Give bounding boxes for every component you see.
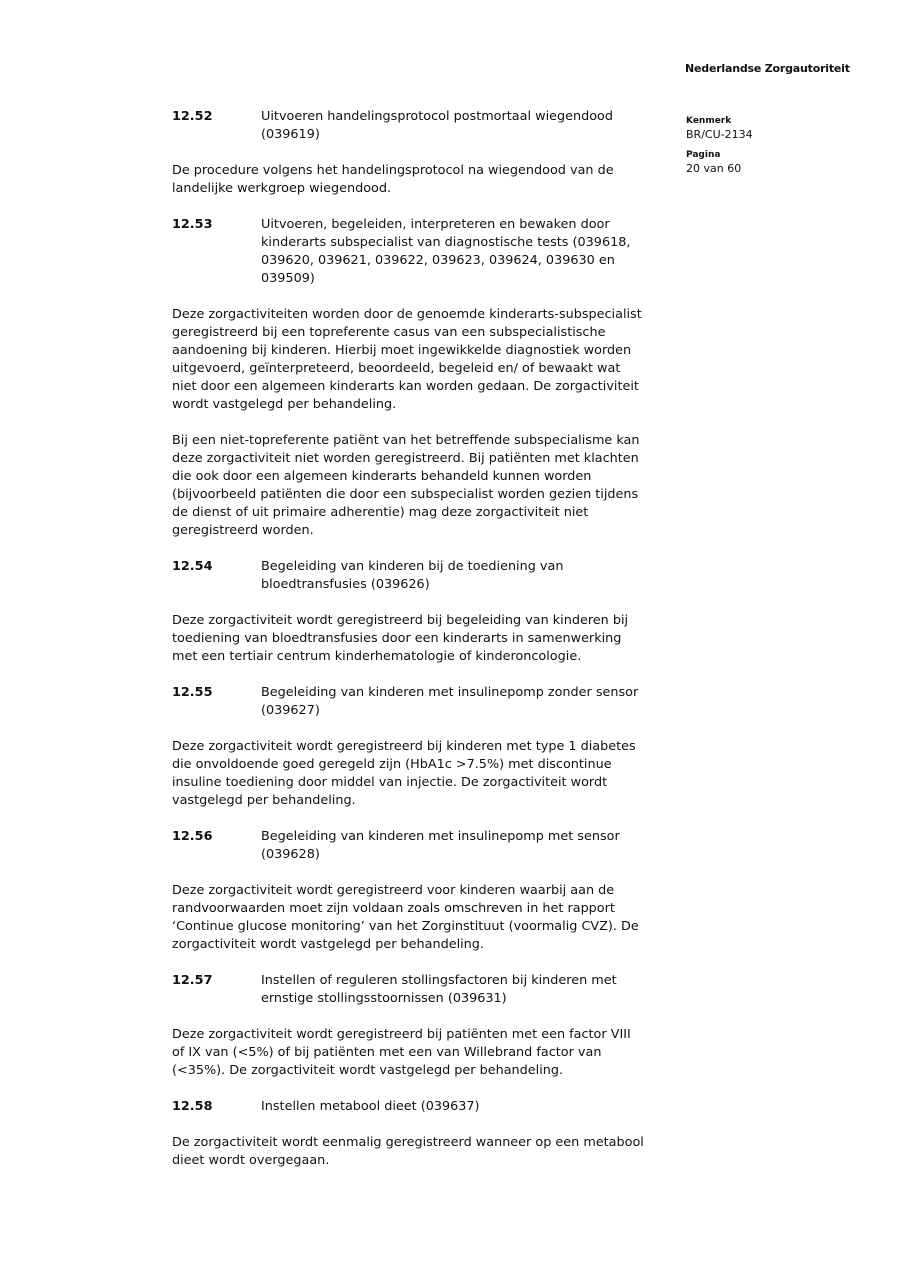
paragraph-line: Deze zorgactiviteit wordt geregistreerd bij patiënten met een factor VIII [172, 1027, 631, 1042]
pagina-value: 20 van 60 [686, 162, 742, 175]
title-line: 039509) [261, 271, 315, 286]
paragraph-line: Deze zorgactiviteit wordt geregistreerd bij kinderen met type 1 diabetes [172, 739, 636, 754]
section-title [261, 972, 692, 1008]
document-meta [686, 114, 753, 182]
title-line: (039628) [261, 847, 320, 862]
paragraph [172, 432, 692, 540]
section [172, 558, 692, 666]
section-number: 12.54 [172, 559, 213, 574]
kenmerk-label: Kenmerk [686, 116, 732, 126]
paragraph-line: die ook door een algemeen kinderarts behandeld kunnen worden [172, 469, 592, 484]
section-heading [172, 684, 692, 720]
kenmerk-value: BR/CU-2134 [686, 128, 753, 141]
paragraph-line: Deze zorgactiviteiten worden door de genoemde kinderarts-subspecialist [172, 307, 642, 322]
section-number: 12.57 [172, 973, 213, 988]
organization-name: Nederlandse Zorgautoriteit [685, 62, 850, 75]
title-line: bloedtransfusies (039626) [261, 577, 430, 592]
section-title [261, 108, 692, 144]
paragraph-line: De procedure volgens het handelingsprotocol na wiegendood van de [172, 163, 614, 178]
paragraph-line: of IX van (<5%) of bij patiënten met een van Willebrand factor van [172, 1045, 602, 1060]
title-line: 039620, 039621, 039622, 039623, 039624, 039630 en [261, 253, 615, 268]
paragraph-line: geregistreerd worden. [172, 523, 314, 538]
paragraph-line: insuline toediening door middel van injectie. De zorgactiviteit wordt [172, 775, 608, 790]
paragraph-line: niet door een algemeen kinderarts kan worden gedaan. De zorgactiviteit [172, 379, 639, 394]
section-number: 12.52 [172, 109, 213, 124]
paragraph-line: (<35%). De zorgactiviteit wordt vastgelegd per behandeling. [172, 1063, 564, 1078]
title-line: (039619) [261, 127, 320, 142]
paragraph-line: ‘Continue glucose monitoring’ van het Zorginstituut (voormalig CVZ). De [172, 919, 639, 934]
section-title [261, 216, 692, 288]
paragraph-line: dieet wordt overgegaan. [172, 1153, 330, 1168]
section-title [261, 828, 692, 864]
paragraph [172, 162, 692, 198]
paragraph-line: toediening van bloedtransfusies door een kinderarts in samenwerking [172, 631, 622, 646]
section-number: 12.58 [172, 1099, 213, 1114]
paragraph-line: deze zorgactiviteit niet worden geregistreerd. Bij patiënten met klachten [172, 451, 639, 466]
section [172, 684, 692, 810]
section-title [261, 558, 692, 594]
section [172, 216, 692, 540]
section [172, 828, 692, 954]
paragraph-line: aandoening bij kinderen. Hierbij moet ingewikkelde diagnostiek worden [172, 343, 632, 358]
title-line: Uitvoeren, begeleiden, interpreteren en bewaken door [261, 217, 610, 232]
section-number: 12.53 [172, 217, 213, 232]
document-body [172, 108, 692, 1188]
paragraph-line: De zorgactiviteit wordt eenmalig geregistreerd wanneer op een metabool [172, 1135, 644, 1150]
section-heading [172, 972, 692, 1008]
paragraph-line: uitgevoerd, geïnterpreteerd, beoordeeld, begeleid en/ of bewaakt wat [172, 361, 621, 376]
paragraph-line: (bijvoorbeeld patiënten die door een subspecialist worden gezien tijdens [172, 487, 639, 502]
paragraph [172, 1134, 692, 1170]
section-heading [172, 558, 692, 594]
paragraph-line: landelijke werkgroep wiegendood. [172, 181, 392, 196]
paragraph-line: Deze zorgactiviteit wordt geregistreerd voor kinderen waarbij aan de [172, 883, 615, 898]
paragraph-line: randvoorwaarden moet zijn voldaan zoals omschreven in het rapport [172, 901, 615, 916]
title-line: (039627) [261, 703, 320, 718]
title-line: Begeleiding van kinderen met insulinepomp met sensor [261, 829, 620, 844]
section-heading [172, 108, 692, 144]
section-number: 12.55 [172, 685, 213, 700]
paragraph-line: geregistreerd bij een topreferente casus van een subspecialistische [172, 325, 606, 340]
title-line: Instellen metabool dieet (039637) [261, 1099, 480, 1114]
paragraph [172, 1026, 692, 1080]
section-heading [172, 1098, 692, 1116]
paragraph-line: die onvoldoende goed geregeld zijn (HbA1c >7.5%) met discontinue [172, 757, 612, 772]
paragraph-line: met een tertiair centrum kinderhematologie of kinderoncologie. [172, 649, 582, 664]
section-heading [172, 216, 692, 288]
paragraph-line: Bij een niet-topreferente patiënt van het betreffende subspecialisme kan [172, 433, 640, 448]
section-heading [172, 828, 692, 864]
section-title [261, 684, 692, 720]
paragraph [172, 738, 692, 810]
pagina-label: Pagina [686, 150, 721, 160]
section [172, 972, 692, 1080]
title-line: Begeleiding van kinderen bij de toediening van [261, 559, 564, 574]
section [172, 108, 692, 198]
title-line: ernstige stollingsstoornissen (039631) [261, 991, 507, 1006]
paragraph-line: de dienst of uit primaire adherentie) mag deze zorgactiviteit niet [172, 505, 589, 520]
title-line: kinderarts subspecialist van diagnostische tests (039618, [261, 235, 631, 250]
section-number: 12.56 [172, 829, 213, 844]
paragraph [172, 882, 692, 954]
paragraph [172, 612, 692, 666]
paragraph-line: vastgelegd per behandeling. [172, 793, 356, 808]
paragraph-line: Deze zorgactiviteit wordt geregistreerd bij begeleiding van kinderen bij [172, 613, 629, 628]
title-line: Instellen of reguleren stollingsfactoren bij kinderen met [261, 973, 617, 988]
paragraph [172, 306, 692, 414]
title-line: Uitvoeren handelingsprotocol postmortaal wiegendood [261, 109, 614, 124]
paragraph-line: wordt vastgelegd per behandeling. [172, 397, 397, 412]
paragraph-line: zorgactiviteit wordt vastgelegd per behandeling. [172, 937, 484, 952]
section-title [261, 1098, 692, 1116]
section [172, 1098, 692, 1170]
title-line: Begeleiding van kinderen met insulinepomp zonder sensor [261, 685, 639, 700]
